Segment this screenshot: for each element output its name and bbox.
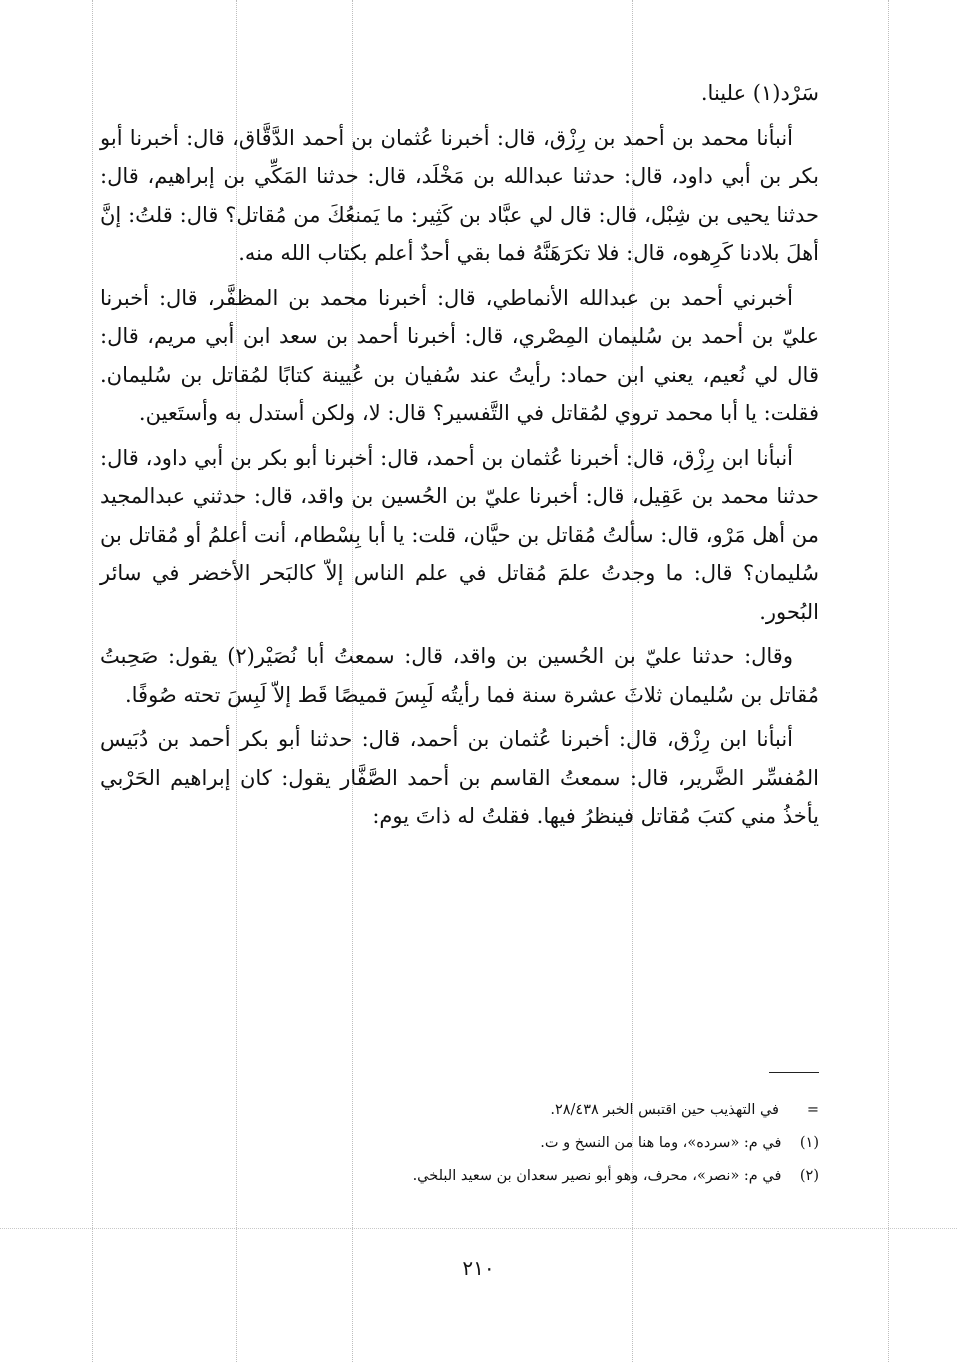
page-number: ٢١٠	[462, 1256, 495, 1280]
continuation-mark: =	[806, 1102, 819, 1118]
paragraph-4: وقال: حدثنا عليّ بن الحُسين بن واقد، قال: سمعتُ أبا نُصَيْر(٢) يقول: صَحِبتُ مُقاتل بن سُليمان ثلاثَ عشرة سنة فما رأيتُه لَبِسَ قميصًا قَط إلاّ لَبِسَ تحته صُوفًا.	[100, 644, 819, 707]
footnote-divider	[769, 1072, 819, 1073]
paragraph-5: أنبأنا ابن رِزْق، قال: أخبرنا عُثمان بن أحمد، قال: حدثنا أبو بكر أحمد بن دُبَيس المُفسِّر الضَّرير، قال: سمعتُ القاسم بن أحمد الصَّفَّار يقول: كان إبراهيم الحَرْبي يأخذُ مني كتبَ مُقاتل فينظرُ فيها. فقلتُ له ذاتَ يوم:	[100, 727, 819, 828]
paragraph-1: أنبأنا محمد بن أحمد بن رِزْق، قال: أخبرنا عُثمان بن أحمد الدَّقَّاق، قال: أخبرنا أبو بكر بن أبي داود، قال: حدثنا عبدالله بن مَخْلَد، قال: حدثنا المَكِّي بن إبراهيم، قال: حدثنا يحيى بن شِبْل، قال: قال لي عبَّاد بن كَثِير: ما يَمنعُكَ من مُقاتل؟ قال: قلتُ: إنَّ أهلَ بلادنا كَرِهوه، قال: فلا تكرَهَنَّهُ فما بقي أحدٌ أعلم بكتاب الله منه.	[100, 125, 819, 265]
paragraph-3: أنبأنا ابن رِزْق، قال: أخبرنا عُثمان بن أحمد، قال: أخبرنا أبو بكر بن أبي داود، قال: حدثنا محمد بن عَقِيل، قال: أخبرنا عليّ بن الحُسين بن واقد، قال: حدثني عبدالمجيد من أهل مَرْو، قال: سألتُ مُقاتل بن حيَّان، قلت: يا أبا بِسْطام، أنت أعلمُ أو مُقاتل بن سُليمان؟ قال: ما وجدتُ علمَ مُقاتل في علم الناس إلاّ كالبَحر الأخضر في سائر البُحور.	[100, 445, 819, 624]
paragraph-0: سَرْد(١) علينا.	[700, 81, 819, 105]
scan-guide-line	[0, 1228, 957, 1229]
footnote-continuation	[250, 1094, 819, 1127]
footnotes	[250, 1094, 819, 1193]
scan-guide-line	[888, 0, 889, 1362]
footnote-text: في م: «نصر»، محرف، وهو أبو نصير سعدان بن سعيد البلخي.	[412, 1168, 782, 1184]
footnote-2	[250, 1160, 819, 1193]
footnote-text: في م: «سرده»، وما هنا من النسخ و ت.	[540, 1135, 782, 1151]
paragraph-2: أخبرني أحمد بن عبدالله الأنماطي، قال: أخبرنا محمد بن المظفَّر، قال: أخبرنا عليّ بن أحمد بن سُليمان المِصْري، قال: أخبرنا أحمد بن سعد ابن أبي مريم، قال: قال لي نُعيم، يعني ابن حماد: رأيتُ عند سُفيان بن عُيينة كتابًا لمُقاتل بن سُليمان. فقلت: يا أبا محمد تروي لمُقاتل في التَّفسير؟ قال: لا، ولكن أستدل به وأستَعين.	[100, 285, 819, 425]
footnote-marker: (٢)	[799, 1168, 819, 1184]
scan-guide-line	[92, 0, 93, 1362]
footnote-1	[250, 1127, 819, 1160]
footnote-marker: (١)	[799, 1135, 819, 1151]
main-text	[100, 74, 819, 842]
continuation-text: في التهذيب حين اقتبس الخبر ٢٨/٤٣٨.	[550, 1102, 779, 1118]
